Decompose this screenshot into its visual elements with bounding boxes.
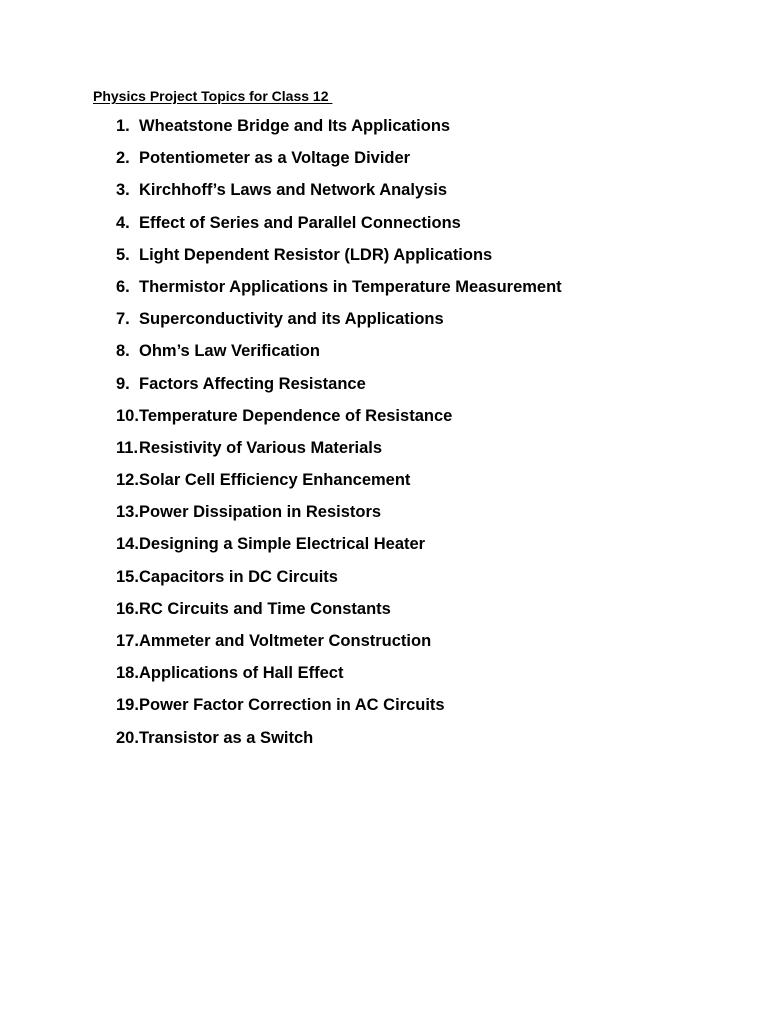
- topic-number: 2.: [116, 149, 130, 168]
- topic-text: Thermistor Applications in Temperature Measurement: [139, 277, 562, 296]
- topic-number: 6.: [116, 277, 130, 296]
- topic-text: Potentiometer as a Voltage Divider: [139, 149, 411, 168]
- topic-number: 15.: [116, 567, 139, 586]
- topic-text: Ohm’s Law Verification: [139, 342, 320, 361]
- topic-text: Light Dependent Resistor (LDR) Applications: [139, 245, 493, 264]
- topic-text: Ammeter and Voltmeter Construction: [139, 632, 432, 650]
- topic-text: Resistivity of Various Materials: [139, 438, 383, 457]
- topic-number: 19.: [116, 696, 139, 715]
- topic-number: 4.: [116, 213, 130, 232]
- topic-text: Transistor as a Switch: [139, 728, 314, 747]
- topic-text: Wheatstone Bridge and Its Applications: [139, 117, 451, 135]
- topic-number: 11.: [116, 438, 139, 457]
- topic-text: Factors Affecting Resistance: [139, 374, 366, 393]
- topic-text: Applications of Hall Effect: [139, 664, 344, 683]
- topic-number: 17.: [116, 632, 139, 650]
- topic-number: 12.: [116, 471, 139, 490]
- topic-text: Designing a Simple Electrical Heater: [139, 535, 426, 554]
- topic-number: 10.: [116, 406, 139, 425]
- topic-number: 13.: [116, 503, 139, 522]
- topic-number: 9.: [116, 374, 130, 393]
- topic-number: 1.: [116, 117, 130, 135]
- topic-number: 5.: [116, 245, 130, 264]
- topic-text: Temperature Dependence of Resistance: [139, 406, 453, 425]
- topic-text: Capacitors in DC Circuits: [139, 567, 338, 586]
- topic-number: 20.: [116, 728, 139, 747]
- topic-text: Solar Cell Efficiency Enhancement: [139, 471, 411, 490]
- topic-text: Superconductivity and its Applications: [139, 310, 444, 329]
- topic-number: 8.: [116, 342, 130, 361]
- topic-text: Kirchhoff’s Laws and Network Analysis: [139, 181, 448, 200]
- topic-text: Power Factor Correction in AC Circuits: [139, 696, 445, 715]
- topic-number: 14.: [116, 535, 139, 554]
- topic-number: 18.: [116, 664, 139, 683]
- document-title: Physics Project Topics for Class 12: [93, 88, 333, 104]
- topic-number: 3.: [116, 181, 130, 200]
- topic-number: 16.: [116, 599, 139, 618]
- topic-number: 7.: [116, 310, 130, 329]
- topic-text: Effect of Series and Parallel Connections: [139, 213, 461, 232]
- topic-text: Power Dissipation in Resistors: [139, 503, 382, 522]
- topic-text: RC Circuits and Time Constants: [139, 599, 391, 618]
